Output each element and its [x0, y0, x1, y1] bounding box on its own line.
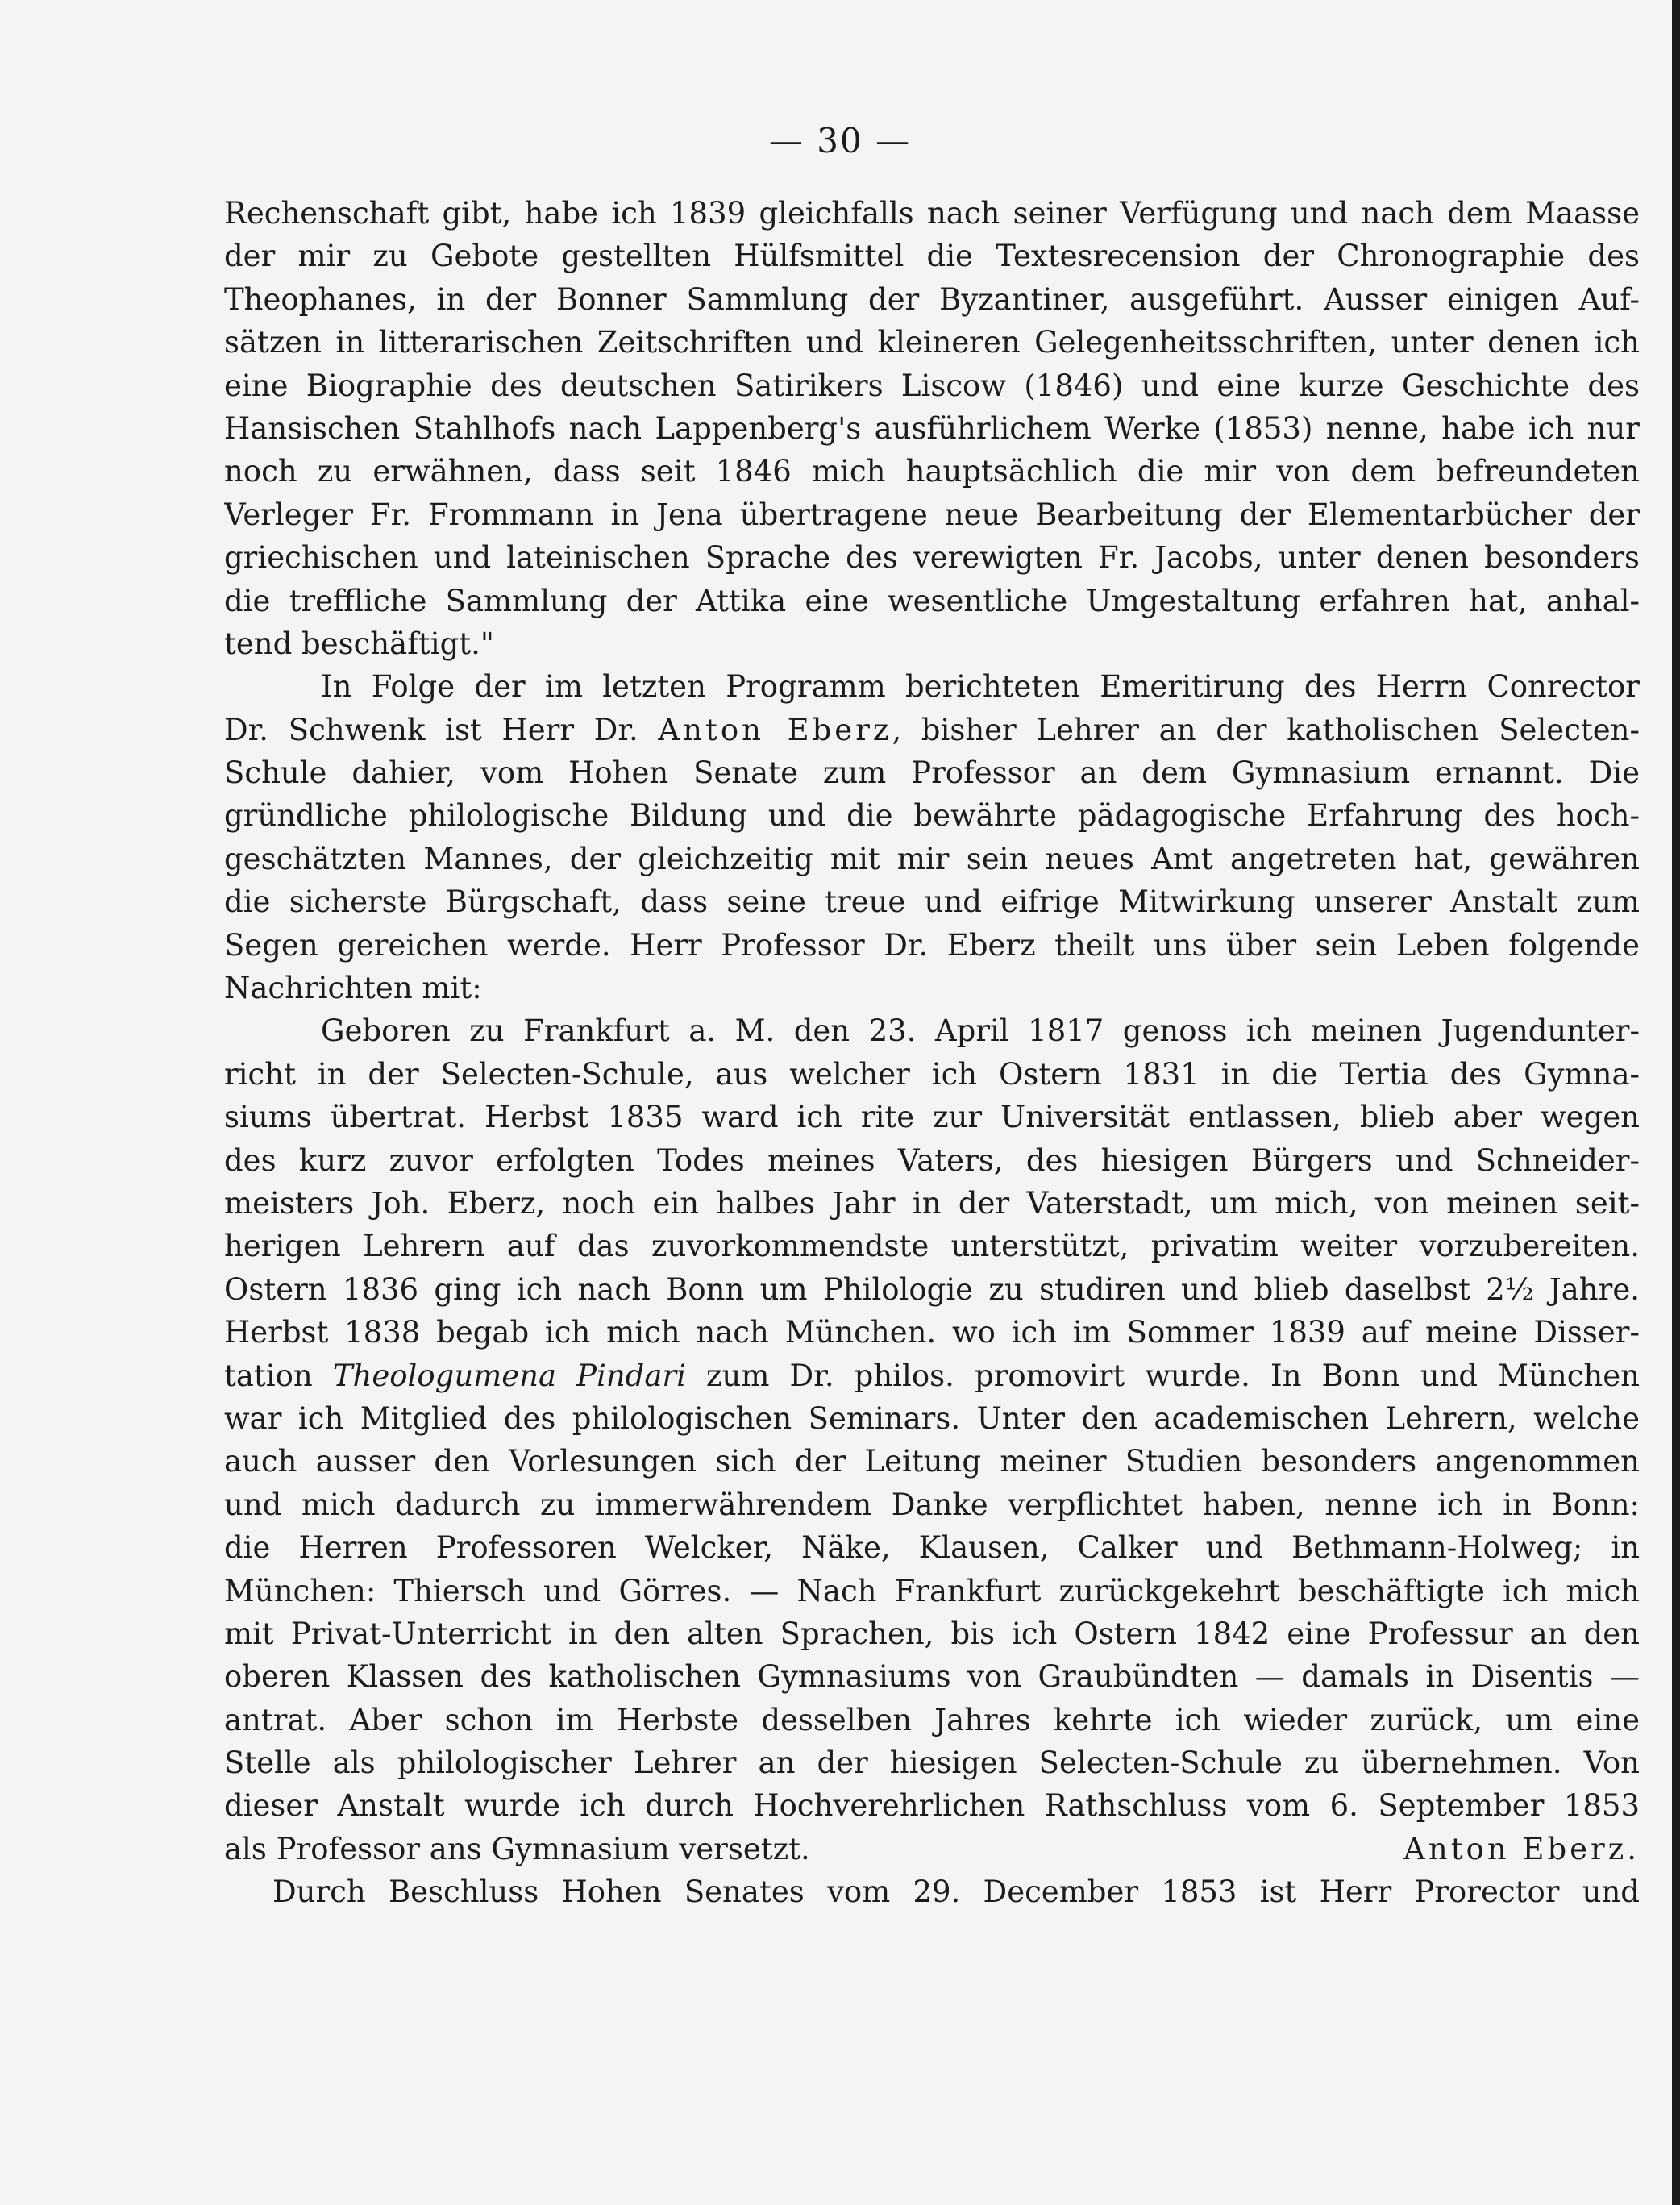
text-line: die sicherste Bürgschaft, dass seine treue und eifrige Mitwirkung unserer Anstalt zum: [224, 884, 1640, 920]
text-line: der mir zu Gebote gestellten Hülfsmittel die Textesrecension der Chronographie des: [224, 239, 1640, 274]
signature: Anton Eberz.: [1403, 1831, 1640, 1866]
paragraph-autobiography: [224, 1009, 1640, 1870]
text-line: noch zu erwähnen, dass seit 1846 mich hauptsächlich die mir von dem befreundeten: [224, 454, 1640, 489]
text-line: Stelle als philologischer Lehrer an der hiesigen Selecten-Schule zu übernehmen. Von: [224, 1745, 1640, 1781]
text-line: Schule dahier, vom Hohen Senate zum Professor an dem Gymnasium ernannt. Die: [224, 755, 1640, 791]
paragraph-decree: [224, 1870, 1640, 1913]
text-fragment: tation: [224, 1358, 313, 1393]
text-line: sätzen in litterarischen Zeitschriften und kleineren Gelegenheitsschriften, unter denen ich: [224, 325, 1640, 360]
text-line: Rechenschaft gibt, habe ich 1839 gleichfalls nach seiner Verfügung und nach dem Maasse: [224, 196, 1640, 231]
text-line: München: Thiersch und Görres. — Nach Frankfurt zurückgekehrt beschäftigte ich mich: [224, 1573, 1640, 1608]
text-line: tend beschäftigt.": [224, 626, 494, 661]
work-title: Theologumena Pindari: [332, 1358, 686, 1393]
text-line: Geboren zu Frankfurt a. M. den 23. April 1817 genoss ich meinen Jugendunter-: [321, 1013, 1640, 1049]
text-line: Theophanes, in der Bonner Sammlung der Byzantiner, ausgeführt. Ausser einigen Auf-: [224, 281, 1640, 317]
text-line: [224, 1828, 1640, 1870]
text-line: Nachrichten mit:: [224, 971, 482, 1006]
text-fragment: als Professor ans Gymnasium versetzt.: [224, 1831, 810, 1866]
text-line: oberen Klassen des katholischen Gymnasiums von Graubündten — damals in Disentis —: [224, 1659, 1640, 1695]
text-line: gründliche philologische Bildung und die bewährte pädagogische Erfahrung des hoch-: [224, 798, 1640, 834]
text-line: herigen Lehrern auf das zuvorkommendste unterstützt, privatim weiter vorzubereiten.: [224, 1229, 1640, 1264]
text-line: mit Privat-Unterricht in den alten Sprachen, bis ich Ostern 1842 eine Professur an den: [224, 1616, 1640, 1651]
text-line: siums übertrat. Herbst 1835 ward ich rite zur Universität entlassen, blieb aber wegen: [224, 1100, 1640, 1135]
paragraph-appointment: [224, 665, 1640, 1009]
text-line: [224, 709, 1640, 751]
text-line: Ostern 1836 ging ich nach Bonn um Philologie zu studiren und blieb daselbst 2½ Jahre.: [224, 1271, 1640, 1307]
text-line: war ich Mitglied des philologischen Seminars. Unter den academischen Lehrern, welche: [224, 1400, 1640, 1436]
text-line: griechischen und lateinischen Sprache des verewigten Fr. Jacobs, unter denen besonders: [224, 540, 1640, 576]
text-fragment: zum Dr. philos. promovirt wurde. In Bonn und München: [706, 1358, 1640, 1393]
text-line: Segen gereichen werde. Herr Professor Dr. Eberz theilt uns über sein Leben folgende: [224, 927, 1640, 963]
text-line: und mich dadurch zu immerwährendem Danke verpflichtet haben, nenne ich in Bonn:: [224, 1487, 1640, 1522]
text-line: dieser Anstalt wurde ich durch Hochverehrlichen Rathschluss vom 6. September 1853: [224, 1788, 1640, 1824]
text-line: eine Biographie des deutschen Satirikers Liscow (1846) und eine kurze Geschichte des: [224, 368, 1640, 403]
page-edge: [1672, 0, 1680, 2205]
text-line: Durch Beschluss Hohen Senates vom 29. December 1853 ist Herr Prorector und: [272, 1874, 1640, 1910]
text-line: Herbst 1838 begab ich mich nach München. wo ich im Sommer 1839 auf meine Disser-: [224, 1315, 1640, 1350]
page-number: — 30 —: [768, 121, 912, 160]
text-fragment: Dr. Schwenk ist Herr Dr.: [224, 712, 638, 747]
text-line: die treffliche Sammlung der Attika eine wesentliche Umgestaltung erfahren hat, anhal-: [224, 583, 1640, 618]
text-line: Hansischen Stahlhofs nach Lappenberg's ausführlichem Werke (1853) nenne, habe ich nur: [224, 410, 1640, 446]
text-line: In Folge der im letzten Programm berichteten Emeritirung des Herrn Conrector: [321, 669, 1640, 705]
text-line: meisters Joh. Eberz, noch ein halbes Jahr in der Vaterstadt, um mich, von meinen seit-: [224, 1185, 1640, 1221]
text-fragment: , bisher Lehrer an der katholischen Selecten-: [892, 712, 1640, 747]
text-line: richt in der Selecten-Schule, aus welcher ich Ostern 1831 in die Tertia des Gymna-: [224, 1056, 1640, 1092]
text-line: Verleger Fr. Frommann in Jena übertragene neue Bearbeitung der Elementarbücher der: [224, 497, 1640, 532]
text-line: antrat. Aber schon im Herbste desselben Jahres kehrte ich wieder zurück, um eine: [224, 1702, 1640, 1737]
person-name: Anton Eberz: [658, 712, 892, 747]
text-line: [224, 1354, 1640, 1397]
text-body: [224, 192, 1640, 1914]
paragraph-continuation: [224, 192, 1640, 665]
text-line: des kurz zuvor erfolgten Todes meines Vaters, des hiesigen Bürgers und Schneider-: [224, 1142, 1640, 1178]
text-line: auch ausser den Vorlesungen sich der Leitung meiner Studien besonders angenommen: [224, 1444, 1640, 1479]
text-line: die Herren Professoren Welcker, Näke, Klausen, Calker und Bethmann-Holweg; in: [224, 1530, 1640, 1566]
text-line: geschätzten Mannes, der gleichzeitig mit mir sein neues Amt angetreten hat, gewähren: [224, 841, 1640, 876]
